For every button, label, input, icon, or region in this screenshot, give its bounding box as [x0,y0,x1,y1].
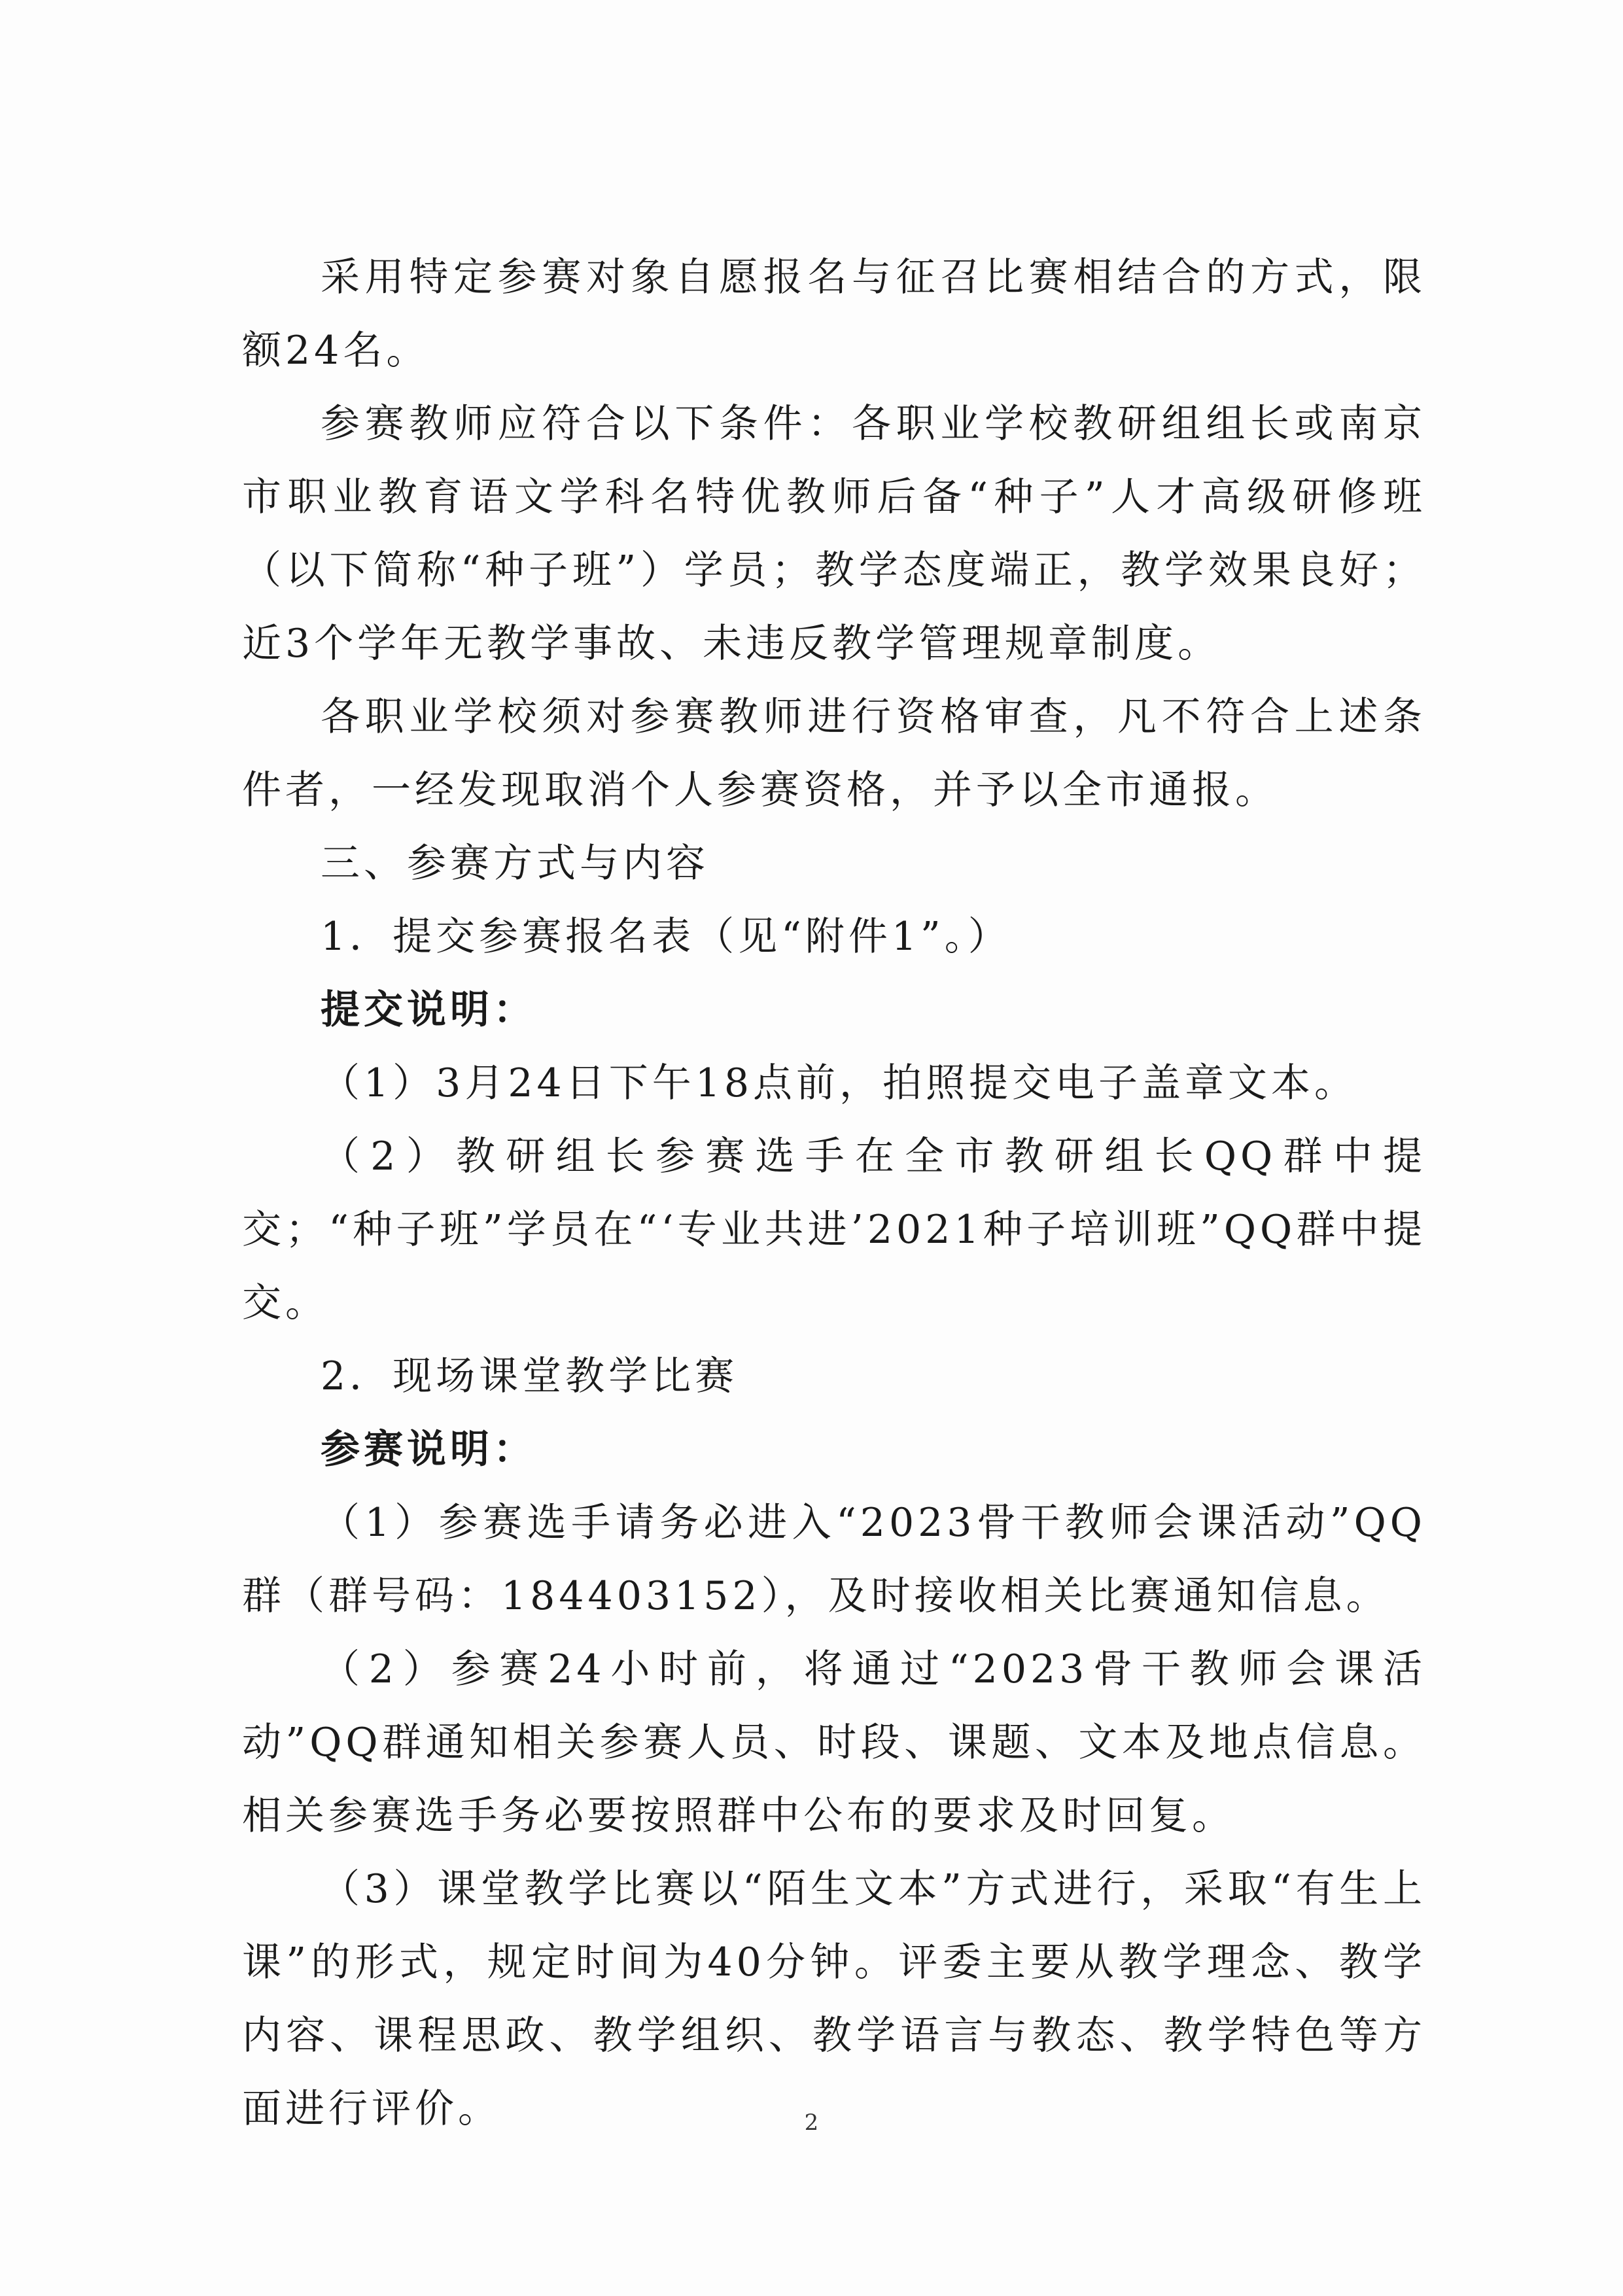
competition-note-2: （2）参赛24小时前，将通过“2023骨干教师会课活动”QQ群通知相关参赛人员、时段、课题、文本及地点信息。相关参赛选手务必要按照群中公布的要求及时回复。 [242,1646,1426,1839]
item-onsite-teaching-competition: 2．现场课堂教学比赛 [321,1353,739,1399]
document-body [242,241,1426,2146]
paragraph-registration-method: 采用特定参赛对象自愿报名与征召比赛相结合的方式，限额24名。 [242,254,1426,374]
subheading-submission-notes: 提交说明： [321,987,536,1033]
paragraph-eligibility-conditions: 参赛教师应符合以下条件：各职业学校教研组组长或南京市职业教育语文学科名特优教师后备“种子”人才高级研修班（以下简称“种子班”）学员；教学态度端正，教学效果良好；近3个学年无教学事故、未违反教学管理规章制度。 [242,401,1426,667]
competition-note-3: （3）课堂教学比赛以“陌生文本”方式进行，采取“有生上课”的形式，规定时间为40分钟。评委主要从教学理念、教学内容、课程思政、教学组织、教学语言与教态、教学特色等方面进行评价。 [242,1866,1426,2132]
item-submit-registration-form: 1．提交参赛报名表（见“附件1”。） [321,914,1011,960]
section-heading-competition-method: 三、参赛方式与内容 [321,841,709,886]
submission-note-2: （2）教研组长参赛选手在全市教研组长QQ群中提交；“种子班”学员在“‘专业共进’2021种子培训班”QQ群中提交。 [242,1134,1426,1326]
subheading-competition-notes: 参赛说明： [321,1427,536,1472]
submission-note-1: （1）3月24日下午18点前，拍照提交电子盖章文本。 [321,1060,1358,1106]
paragraph-qualification-review: 各职业学校须对参赛教师进行资格审查，凡不符合上述条件者，一经发现取消个人参赛资格，并予以全市通报。 [242,694,1426,813]
page-number: 2 [804,2110,819,2136]
competition-note-1: （1）参赛选手请务必进入“2023骨干教师会课活动”QQ群（群号码：184403152），及时接收相关比赛通知信息。 [242,1500,1426,1619]
